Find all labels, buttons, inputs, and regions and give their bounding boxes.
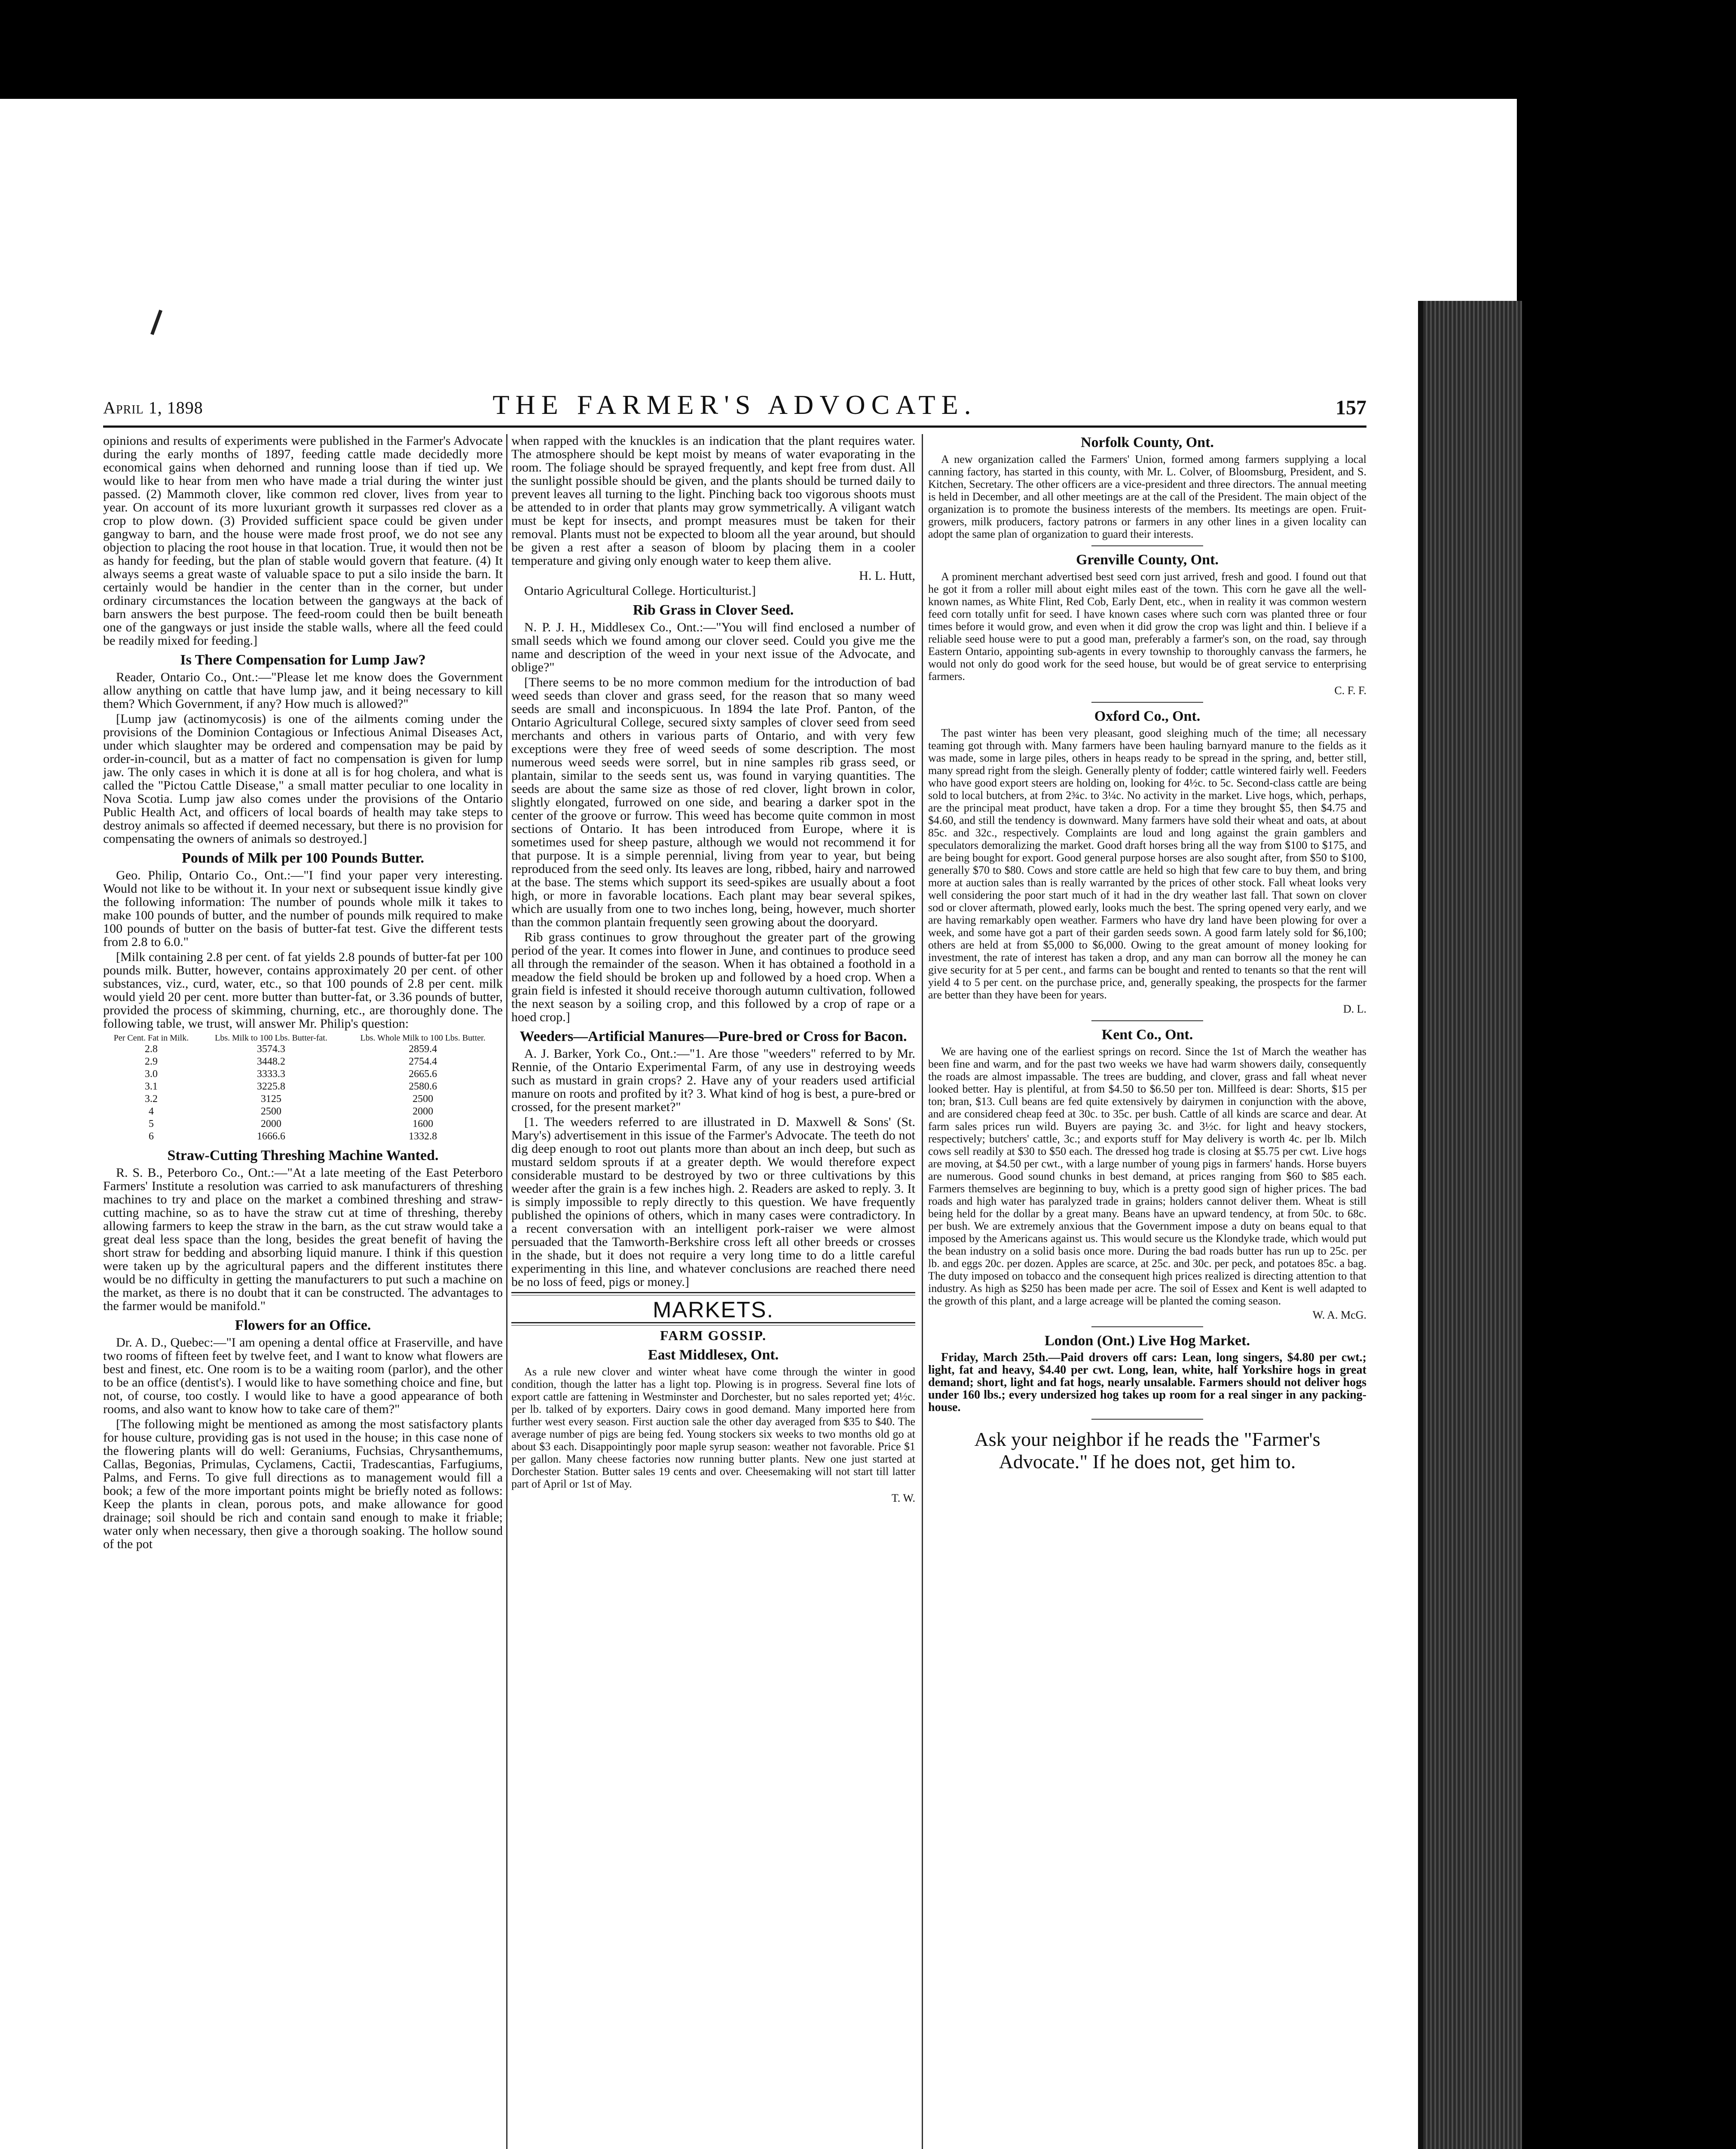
reader-question: Geo. Philip, Ontario Co., Ont.:—"I find your paper very interesting. Would not like to be without it. In your next or subsequent issue kindly give the following information: The number of pounds whole milk it takes to make 100 pounds of butter, and the number of pounds milk required to make 100 pounds of butter on the basis of butter-fat test. Give the different tests from 2.8 to 6.0." [103, 868, 503, 949]
reader-question: Reader, Ontario Co., Ont.:—"Please let me know does the Government allow anything on cattle that have lump jaw, and it being necessary to kill them? Which Government, if any? How much is allowed?" [103, 670, 503, 711]
table-cell: 2580.6 [409, 1081, 437, 1092]
table-row [103, 1118, 503, 1130]
signature-affiliation: Ontario Agricultural College. Horticulturist.] [524, 584, 756, 598]
header-rule [103, 426, 1366, 428]
table-header: Lbs. Whole Milk to 100 Lbs. Butter. [360, 1033, 486, 1043]
editor-answer: [Milk containing 2.8 per cent. of fat yields 2.8 pounds of butter-fat per 100 pounds milk. Butter, however, contains approximately 20 per cent. of other substances, viz., curd, water, etc., so that 100 pounds of 2.8 per cent. milk would yield 20 per cent. more butter than butter-fat, or 3.36 pounds of butter, provided the process of skimming, churning, etc., are thoroughly done. The following table, we trust, will answer Mr. Philip's question: [103, 950, 503, 1031]
section-rule [511, 1322, 915, 1326]
hog-market-box [928, 1332, 1366, 1414]
table-cell: 3125 [260, 1093, 281, 1105]
column-rule [506, 434, 507, 2149]
table-row [103, 1043, 503, 1056]
closing-appeal: Ask your neighbor if he reads the "Farmer's Advocate." If he does not, get him to. [974, 1428, 1320, 1472]
table-cell: 5 [148, 1118, 154, 1130]
article-title: Rib Grass in Clover Seed. [633, 602, 794, 618]
article-title: Grenville County, Ont. [1076, 552, 1219, 568]
table-cell: 2859.4 [409, 1044, 437, 1055]
signature: D. L. [1343, 1003, 1366, 1015]
article-title: Weeders—Artificial Manures—Pure-bred or Cross for Bacon. [520, 1029, 907, 1044]
article-title: Kent Co., Ont. [1101, 1027, 1193, 1043]
table-cell: 2.8 [144, 1044, 158, 1055]
table-header: Per Cent. Fat in Milk. [113, 1033, 189, 1043]
editor-answer: [There seems to be no more common medium for the introduction of bad weed seeds than clover and grass seed, for the reason that so many weed seeds are small and inconspicuous. In 1894 the late Prof. Panton, of the Ontario Agricultural College, secured sixty samples of clover seed from seed merchants and others in various parts of Ontario, and with very few exceptions were they free of weed seeds of some description. The most numerous weed seeds were sorrel, but in nine samples rib grass seed, or plantain, similar to the seeds sent us, was found in varying quantities. The seeds are about the same size as those of red clover, light brown in color, slightly elongated, furrowed on one side, and bearing a darker spot in the center of the groove or furrow. This weed has become quite common in most sections of Ontario. It has been introduced from Europe, where it is sometimes used for sheep pasture, although we would not recommend it for that purpose. It is a simple perennial, living from year to year, but being reproduced from the seed only. Its leaves are long, ribbed, hairy and narrowed at the base. The stems which support its seed-spikes are usually about a foot high, or more in favorable locations. Each plant may bear several spikes, which are usually from one to two inches long, being, however, much shorter than the common plantain frequently seen growing about the dooryard. [511, 675, 915, 929]
scan-border [0, 0, 1736, 99]
table-cell: 3448.2 [257, 1056, 285, 1067]
table-row [103, 1068, 503, 1081]
table-row [103, 1130, 503, 1143]
table-header: Lbs. Milk to 100 Lbs. Butter-fat. [215, 1033, 327, 1043]
section-title: MARKETS. [653, 1298, 774, 1322]
market-report: We are having one of the earliest springs on record. Since the 1st of March the weather has been fine and warm, and for the past two weeks we have had warm showers daily, consequently the roads are almost impassable. The trees are budding, and clover, grass and fall wheat never looked better. Hay is plentiful, at from $4.50 to $6.50 per ton. Millfeed is dear: Shorts, $15 per ton; bran, $13. Cull beans are fed quite extensively by dairymen in conjunction with the above, and are considered cheap feed at 30c. to 35c. per bush. Cattle of all kinds are scarce and dear. At farm sales prices run wild. Buyers are paying 3c. and 3½c. for light and heavy stockers, respectively; butchers' cattle, 3c.; and exports stuff for May delivery is worth 4c. per lb. Milch cows sell readily at $30 to $50 each. The dressed hog trade is closing at $5.75 per cwt. Live hogs are moving, at $4.50 per cwt., with a large number of young pigs in farmers' hands. Horse buyers are numerous. Good sound chunks in best demand, at prices ranging from $60 to $85 each. Farmers themselves are beginning to buy, which is a pretty good sign of higher prices. The bad roads and high water has paralyzed trade in grains; holders cannot deliver them. Wheat is still being held for the dollar by a great many. Beans have an upward tendency, at from 50c. to 68c. per bush. We are extremely anxious that the Government impose a duty on beans equal to that imposed by the Americans against us. This would secure us the Klondyke trade, which would put the bean industry on a solid basis once more. During the bad roads butter has run up to 25c. per lb. and eggs 20c. per dozen. Apples are scarce, at 25c. and 30c. per peck, and potatoes 85c. a bag. The duty imposed on tobacco and the consequent high prices realized is directing attention to that industry. As high as $250 has been made per acre. The soil of Essex and Kent is well adapted to the growth of this plant, and a large acreage will be planted the coming season. [928, 1045, 1366, 1307]
article-title: Oxford Co., Ont. [1094, 708, 1201, 724]
issue-date: April 1, 1898 [103, 398, 203, 417]
signature: C. F. F. [1334, 684, 1366, 697]
table-cell: 1332.8 [409, 1131, 437, 1142]
market-report: Friday, March 25th.—Paid drovers off cars: Lean, long singers, $4.80 per cwt.; light, fat and heavy, $4.40 per cwt. Long, lean, white, half Yorkshire hogs in great demand; short, light and fat hogs, nearly unsalable. Farmers should not deliver hogs under 160 lbs.; every undersized hog takes up room for a real singer in any packing-house. [928, 1351, 1366, 1414]
reader-letter: R. S. B., Peterboro Co., Ont.:—"At a late meeting of the East Peterboro Farmers' Institute a resolution was carried to ask manufacturers of threshing machines to try and place on the market a combined threshing and straw-cutting machine, so as to have the straw cut at time of threshing, thereby allowing farmers to keep the straw in the barn, as the cut straw would take a great deal less space than the long, besides the great benefit of having the short straw for bedding and absorbing liquid manure. I think if this question were taken up by the agricultural papers and the different institutes there would be no difficulty in getting the manufacturers to put such a machine on the market, as there is no doubt that it can be constructed. The advantages to the farmer would be manifold." [103, 1166, 503, 1313]
editor-answer: [1. The weeders referred to are illustrated in D. Maxwell & Sons' (St. Mary's) advertisement in this issue of the Farmer's Advocate. The teeth do not dig deep enough to root out plants more than about an inch deep, but such as mustard seldom sprouts if at a greater depth. We would therefore expect considerable mustard to be destroyed by two or three cultivations by this weeder after the grain is a few inches high. 2. Readers are asked to reply. 3. It is simply impossible to reply directly to this question. We have frequently published the opinions of others, which in many cases were contradictory. In a recent conversation with an intelligent pork-raiser we were almost persuaded that the Tamworth-Berkshire cross left all other breeds or crosses in the shade, but it does not require a very long time to do a little careful experimenting in this line, and whatever conclusions are reached there need be no loss of feed, pigs or money.] [511, 1115, 915, 1289]
table-cell: 3.1 [144, 1081, 158, 1092]
table-cell: 6 [148, 1131, 154, 1142]
table-cell: 3574.3 [257, 1044, 285, 1055]
divider [1091, 1326, 1203, 1327]
reader-question: N. P. J. H., Middlesex Co., Ont.:—"You will find enclosed a number of small seeds which we found among our clover seed. Could you give me the name and description of the weed in your next issue of the Advocate, and oblige?" [511, 620, 915, 674]
table-row [103, 1056, 503, 1068]
article-title: Pounds of Milk per 100 Pounds Butter. [182, 850, 424, 866]
reader-question: A. J. Barker, York Co., Ont.:—"1. Are those "weeders" referred to by Mr. Rennie, of the Ontario Experimental Farm, of any use in destroying weeds such as mustard in grain crops? 2. Have any of your readers used artificial manure on roots and profited by it? 3. What kind of hog is best, a pure-bred or crossed, for the present market?" [511, 1047, 915, 1114]
editor-answer-cont: Rib grass continues to grow throughout the greater part of the growing period of the year. It comes into flower in June, and continues to produce seed all through the remainder of the season. When it has obtained a foothold in a meadow the field should be broken up and followed by a hoed crop. When a grain field is infested it should receive thorough autumn cultivation, followed the next season by a soiling crop, and this followed by a crop of rape or a hoed crop.] [511, 930, 915, 1024]
divider [1091, 545, 1203, 546]
signature: W. A. McG. [1312, 1309, 1366, 1321]
article-continuation: when rapped with the knuckles is an indication that the plant requires water. The atmosphere should be kept moist by means of water evaporating in the room. The foliage should be sprayed frequently, and kept free from dust. All the sunlight possible should be given, and the plants should be turned daily to prevent leaves all turning to the light. Pinching back too vigorous shoots must be attended to in order that plants may grow symmetrically. A viligant watch must be kept for insects, and prompt measures must be taken for their removal. Plants must not be expected to bloom all the year around, but should be given a rest after a season of bloom by placing them in a cooler temperature and giving only enough water to keep them alive. [511, 434, 915, 568]
divider [1091, 702, 1203, 703]
table-cell: 2500 [413, 1093, 434, 1105]
column-3 [928, 434, 1366, 1473]
table-cell: 2000 [260, 1118, 281, 1130]
editor-answer: [The following might be mentioned as among the most satisfactory plants for house culture, providing gas is not used in the house; in this case none of the flowering plants will do well: Geraniums, Fuchsias, Chrysanthemums, Callas, Begonias, Primulas, Cyclamens, Cactii, Tradescantias, Farfugiums, Palms, and Ferns. To give full directions as to management would fill a book; a few of the more important points might be briefly noted as follows: Keep the plants in clean, porous pots, and make allowance for good drainage; soil should be rich and contain sand enough to make it friable; water only when necessary, then give a thorough soaking. The hollow sound of the pot [103, 1417, 503, 1551]
page-header [103, 389, 1366, 423]
section-rule [511, 1292, 915, 1295]
table-cell: 1666.6 [257, 1131, 285, 1142]
table-cell: 1600 [413, 1118, 434, 1130]
column-1 [103, 434, 503, 1552]
divider [1091, 1020, 1203, 1021]
table-cell: 2000 [413, 1106, 434, 1117]
table-cell: 3.0 [144, 1068, 158, 1080]
table-cell: 2665.6 [409, 1068, 437, 1080]
table-cell: 3333.3 [257, 1068, 285, 1080]
market-report: The past winter has been very pleasant, good sleighing much of the time; all necessary teaming got through with. Many farmers have been hauling barnyard manure to the fields as it was made, some in large piles, others in heaps ready to be spread in the spring, and, better still, many spread right from the sleigh. Generally plenty of fodder; cattle wintered fairly well. Feeders who have good export steers are holding on, looking for 4½c. to 5c. Second-class cattle are being sold to local butchers, at from 2¾c. to 3¼c. No activity in the market. Live hogs, which, perhaps, are the principal meat product, have taken a drop. For a time they brought $5, then $4.75 and $4.60, and still the tendency is downward. Many farmers have sold their wheat and oats, at about 85c. and 32c., respectively. Complaints are loud and long against the grain gamblers and speculators demoralizing the market. Good draft horses bring all the way from $100 to $175, and are being bought for export. Good general purpose horses are also sought after, from $50 to $100, generally $70 to $80. Cows and store cattle are held so high that few care to buy them, and bring more at auction sales than is really warranted by the prices of other stock. Fall wheat looks very well considering the poor start much of it had in the dry weather last fall. That sown on clover sod or clover aftermath, plowed early, looks much the best. The spring opened very early, and we are having remarkably open weather. Farmers who have dry land have been plowing for over a week, and some have got a part of their garden seeds sown. A good farm lately sold for $6,100; others are held at from $5,000 to $6,000. Owing to the great amount of money looking for investment, the rate of interest has taken a drop, and any man can borrow all the money he can give security for at 5 per cent., and farms can be bought and rented to tenants so that the rent will yield 4 to 5 per cent. on the purchase price, and, generally speaking, the prospects for the farmer are better than they have been for years. [928, 727, 1366, 1001]
signature: T. W. [891, 1492, 915, 1504]
column-rule [922, 434, 923, 2149]
article-title: Flowers for an Office. [235, 1317, 371, 1333]
table-cell: 3.2 [144, 1093, 158, 1105]
article-title: Straw-Cutting Threshing Machine Wanted. [167, 1148, 439, 1163]
editor-answer: [Lump jaw (actinomycosis) is one of the ailments coming under the provisions of the Dominion Contagious or Infectious Animal Diseases Act, under which slaughter may be ordered and compensation may be paid by order-in-council, but as a matter of fact no compensation is given for lump jaw. The only cases in which it is done at all is for hog cholera, and what is called the "Pictou Cattle Disease," a small matter peculiar to one locality in Nova Scotia. Lump jaw also comes under the provisions of the Ontario Public Health Act, and officers of local boards of health may take steps to destroy animals so affected if deemed necessary, but there is no provision for compensating the owners of animals so destroyed.] [103, 712, 503, 846]
book-page-edges [1418, 301, 1522, 2149]
subsection-title: FARM GOSSIP. [660, 1328, 767, 1343]
article-title: Is There Compensation for Lump Jaw? [180, 652, 426, 668]
market-report: As a rule new clover and winter wheat have come through the winter in good condition, though the latter has a light top. Plowing is in progress. Several fine lots of export cattle are fattening in Westminster and Dorchester, but no sales reported yet; 4½c. per lb. talked of by exporters. Dairy cows in good demand. Many imported here from further west every season. First auction sale the other day averaged from $35 to $40. The average number of pigs are being fed. Young stockers six weeks to two months old go at about $3 each. Disappointingly poor maple syrup season: weather not favorable. Price $1 per gallon. Many cheese factories now running butter plants. New one just started at Dorchester Station. Butter sales 19 cents and over. Cheesemaking will not start till latter part of April or 1st of May. [511, 1365, 915, 1490]
table-row [103, 1081, 503, 1093]
table-cell: 2500 [260, 1106, 281, 1117]
milk-butter-table [103, 1033, 503, 1143]
article-continuation: opinions and results of experiments were published in the Farmer's Advocate during the early months of 1897, feeding cattle made decidedly more economical gains when dehorned and running loose than if tied up. We would like to hear from men who have made a trial during the winter just passed. (2) Mammoth clover, like common red clover, lives from year to year. On account of its more luxuriant growth it surpasses red clover as a crop to plow down. (3) Provided sufficient space could be given under gangway to barn, and the house were made frost proof, we do not see any objection to placing the root house in that location. True, it would then not be as handy for feeding, but the plan of stable would govern that feature. (4) It always seems a great waste of valuable space to put a silo inside the barn. It certainly would be handier in the center than in the corner, but under ordinary circumstances the location between the gangways at the back of barn answers the best purpose. The feed-room could then be built beneath one of the gangways or just inside the stable walls, where all the feed could be readily mixed for feeding.] [103, 434, 503, 648]
signature: H. L. Hutt, [859, 569, 915, 583]
table-cell: 4 [148, 1106, 154, 1117]
market-report: A new organization called the Farmers' Union, formed among farmers supplying a local canning factory, has started in this county, with Mr. L. Colver, of Bloomsburg, President, and S. Kitchen, Secretary. The other officers are a vice-president and three directors. The annual meeting is held in December, and all other meetings are at the call of the President. The main object of the organization is to promote the business interests of the members. Its meetings are open. Fruit-growers, milk producers, factory patrons or farmers in any other lines in a given locality can adopt the same plan of organization to guard their interests. [928, 453, 1366, 540]
page-number: 157 [1336, 396, 1366, 419]
column-2 [511, 434, 915, 1506]
table-cell: 2754.4 [409, 1056, 437, 1067]
table-cell: 3225.8 [257, 1081, 285, 1092]
table-row [103, 1105, 503, 1118]
market-report: A prominent merchant advertised best seed corn just arrived, fresh and good. I found out that he got it from a roller mill about eight miles east of the town. This corn he gave all the well-known names, as White Flint, Red Cob, Early Dent, etc., when in reality it was common western feed corn totally unfit for seed. I have known cases where such corn was planted three or four times before it would grow, and even when it did grow the crop was light and thin. I believe if a reliable seed house were to put a good man, preferably a farmer's son, on the road, say through Eastern Ontario, appointing sub-agents in every township to thoroughly canvass the farmers, he would not only do good work for the seed house, but would be of great service to enterprising farmers. [928, 570, 1366, 683]
reader-question: Dr. A. D., Quebec:—"I am opening a dental office at Fraserville, and have two rooms of fifteen feet by twelve feet, and I want to know what flowers are best and finest, etc. One room is to be a waiting room (parlor), and the other to be an office (dentist's). I would like to have something choice and fine, but not, of course, too costly. I would like to have a good appearance of both rooms, and also want to know how to take care of them?" [103, 1335, 503, 1416]
masthead: THE FARMER'S ADVOCATE. [492, 389, 977, 420]
divider [1091, 1419, 1203, 1420]
article-title: Norfolk County, Ont. [1081, 435, 1214, 450]
article-title: London (Ont.) Live Hog Market. [1045, 1333, 1250, 1349]
article-title: East Middlesex, Ont. [648, 1347, 779, 1363]
table-row [103, 1093, 503, 1105]
table-cell: 2.9 [144, 1056, 158, 1067]
